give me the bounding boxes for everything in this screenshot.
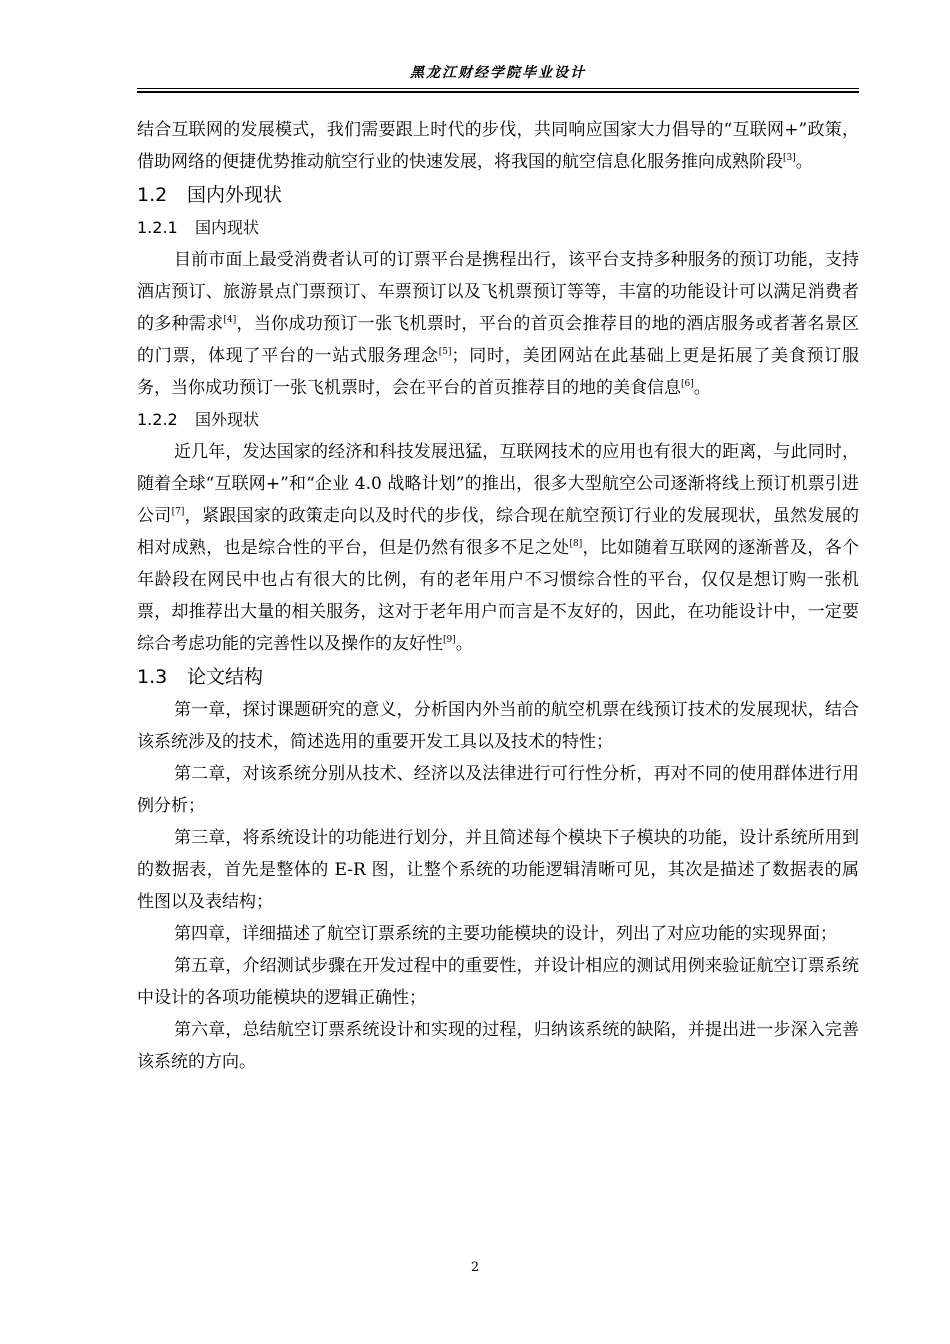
paragraph-intro-continued: 结合互联网的发展模式，我们需要跟上时代的步伐，共同响应国家大力倡导的“互联网+”政策，借助网络的便捷优势推动航空行业的快速发展，将我国的航空信息化服务推向成熟阶段[3]。 <box>137 120 859 172</box>
section-heading-1-2 <box>137 178 859 212</box>
citation-ref: [7] <box>171 507 185 517</box>
header-rule-thick <box>137 91 859 93</box>
header-rule-thin <box>137 88 859 89</box>
page-number: 2 <box>470 1260 480 1275</box>
subsection-number: 1.2.2 <box>137 410 178 429</box>
paragraph-chapter-2: 第二章，对该系统分别从技术、经济以及法律进行可行性分析，再对不同的使用群体进行用例分析； <box>137 764 859 816</box>
citation-ref: [8] <box>569 539 583 549</box>
subsection-number: 1.2.1 <box>137 218 178 237</box>
paragraph-chapter-4: 第四章，详细描述了航空订票系统的主要功能模块的设计，列出了对应功能的实现界面； <box>174 924 837 944</box>
section-title: 论文结构 <box>187 666 264 688</box>
subsection-title: 国内现状 <box>195 218 260 237</box>
paragraph-domestic-status: 目前市面上最受消费者认可的订票平台是携程出行，该平台支持多种服务的预订功能，支持酒店预订、旅游景点门票预订、车票预订以及飞机票预订等等，丰富的功能设计可以满足消费者的多种需求[4]，当你成功预订一张飞机票时，平台的首页会推荐目的地的酒店服务或者著名景区的门票，体现了平台的一站式服务理念[5]；同时，美团网站在此基础上更是拓展了美食预订服务，当你成功预订一张飞机票时，会在平台的首页推荐目的地的美食信息[6]。 <box>137 250 860 398</box>
citation-ref: [9] <box>443 635 456 645</box>
section-heading-1-3 <box>137 660 859 694</box>
subsection-heading-1-2-1 <box>137 212 859 244</box>
citation-ref: [6] <box>681 379 694 389</box>
section-title: 国内外现状 <box>187 184 283 206</box>
section-number: 1.2 <box>137 184 168 206</box>
paragraph-foreign-status: 近几年，发达国家的经济和科技发展迅猛，互联网技术的应用也有很大的距离，与此同时，随着全球“互联网+”和“企业 4.0 战略计划”的推出，很多大型航空公司逐渐将线上预订机票引进公司[7]，紧跟国家的政策走向以及时代的步伐，综合现在航空预订行业的发展现状，虽然发展的相对成熟，也是综合性的平台，但是仍然有很多不足之处[8]，比如随着互联网的逐渐普及，各个年龄段在网民中也占有很大的比例，有的老年用户不习惯综合性的平台，仅仅是想订购一张机票，却推荐出大量的相关服务，这对于老年用户而言是不友好的，因此，在功能设计中，一定要综合考虑功能的完善性以及操作的友好性[9]。 <box>137 442 860 654</box>
subsection-heading-1-2-2 <box>137 404 859 436</box>
page-body <box>137 114 859 1078</box>
page-header-title: 黑龙江财经学院毕业设计 <box>410 65 586 81</box>
paragraph-chapter-1: 第一章，探讨课题研究的意义，分析国内外当前的航空机票在线预订技术的发展现状，结合该系统涉及的技术，简述选用的重要开发工具以及技术的特性； <box>137 700 859 752</box>
citation-ref: [3] <box>783 153 796 163</box>
paragraph-chapter-5: 第五章，介绍测试步骤在开发过程中的重要性，并设计相应的测试用例来验证航空订票系统中设计的各项功能模块的逻辑正确性； <box>137 956 859 1008</box>
subsection-title: 国外现状 <box>195 410 260 429</box>
citation-ref: [5] <box>438 347 452 357</box>
citation-ref: [4] <box>223 315 237 325</box>
paragraph-chapter-6: 第六章，总结航空订票系统设计和实现的过程，归纳该系统的缺陷，并提出进一步深入完善该系统的方向。 <box>137 1020 859 1072</box>
paragraph-chapter-3: 第三章，将系统设计的功能进行划分，并且简述每个模块下子模块的功能，设计系统所用到的数据表，首先是整体的 E-R 图，让整个系统的功能逻辑清晰可见，其次是描述了数据表的属性图以及表结构； <box>137 828 859 912</box>
section-number: 1.3 <box>137 666 168 688</box>
